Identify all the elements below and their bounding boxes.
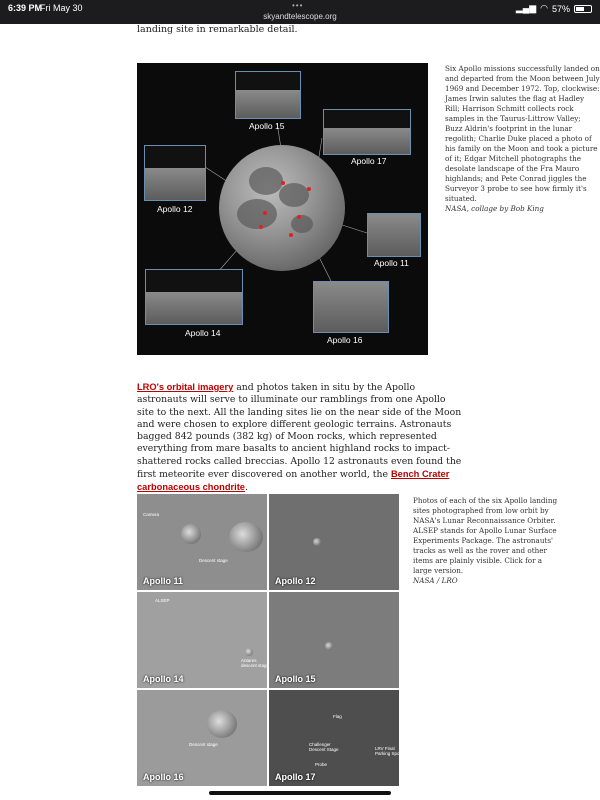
apollo-12-photo [144, 145, 206, 201]
lro-caption [413, 496, 563, 586]
lro-label-apollo-11: Apollo 11 [143, 576, 184, 586]
tag-challenger: Challenger Descent Stage [309, 742, 339, 752]
lro-label-apollo-14: Apollo 14 [143, 674, 184, 684]
lro-cell-apollo-11 [137, 494, 267, 590]
moon-image [219, 145, 345, 271]
status-bar [0, 0, 600, 24]
battery-fill [576, 7, 584, 11]
status-indicators [516, 3, 592, 14]
tag-a16-descent: Descent stage [189, 742, 218, 747]
collage-label-apollo-16: Apollo 16 [327, 335, 363, 345]
lro-label-apollo-15: Apollo 15 [275, 674, 316, 684]
apollo-16-photo [313, 281, 389, 333]
apollo-15-photo [235, 71, 301, 119]
lro-landing-sites-image[interactable] [137, 494, 399, 785]
lro-cell-apollo-15 [269, 592, 399, 688]
lro-label-apollo-12: Apollo 12 [275, 576, 316, 586]
lro-cell-apollo-12 [269, 494, 399, 590]
tag-flag: Flag [333, 714, 342, 719]
signal-icon: ▂▄▆ [515, 3, 537, 13]
lro-caption-text: Photos of each of the six Apollo landing sites photographed from low orbit by NASA's Lunar Reconnaissance Orbiter. ALSEP stands for Apollo Lunar Surface Experiments Package. The astronauts' tracks as well as the rover and other items are plainly visible. Click for a large version. [413, 496, 558, 575]
paragraph-text-1: and photos taken in situ by the Apollo astronauts will serve to illuminate our ramblings from one Apollo site to the next. All the landing sites lie on the near side of the Moon and were chosen to explore different geologic terrains. Astronauts bagged 842 pounds (382 kg) of Moon rocks, which represented everything from mare basalts to ancient highland rocks to impact-shattered rocks called breccias. Apollo 12 astronauts even found the first meteorite ever discovered on another world, the [137, 382, 462, 481]
paragraph-text-2: . [244, 482, 248, 494]
collage-label-apollo-15: Apollo 15 [249, 121, 285, 131]
tag-alsep: ALSEP [155, 598, 170, 603]
collage-label-apollo-12: Apollo 12 [157, 204, 193, 214]
apollo-14-photo [145, 269, 243, 325]
apollo-11-photo [367, 213, 421, 257]
status-time: 6:39 PM [8, 3, 43, 13]
wifi-icon: ◠ [540, 3, 548, 13]
collage-caption-text: Six Apollo missions successfully landed on and departed from the Moon between July 1969 and December 1972. Top, clockwise: James Irwin salutes the flag at Hadley Rill; Harrison Schmitt collects rock samples in the Taurus-Littrow Valley; Buzz Aldrin's footprint in the lunar regolith; Charlie Duke placed a photo of his family on the Moon and took a picture of it; Edgar Mitchell photographs the desolate landscape of the Fra Mauro highlands; and Pete Conrad jiggles the Surveyor 3 probe to see how firmly it's situated. [445, 64, 600, 203]
lro-cell-apollo-17 [269, 690, 399, 786]
lro-orbital-imagery-link[interactable]: LRO's orbital imagery [137, 382, 234, 392]
article-paragraph [137, 381, 462, 495]
collage-label-apollo-11: Apollo 11 [374, 258, 409, 268]
collage-caption-credit: NASA, collage by Bob King [445, 204, 544, 213]
apollo-collage-image[interactable] [137, 63, 428, 355]
collage-label-apollo-17: Apollo 17 [351, 156, 387, 166]
apollo-17-photo [323, 109, 411, 155]
multitasking-dots-icon[interactable]: ••• [292, 1, 304, 10]
lro-cell-apollo-16 [137, 690, 267, 786]
tag-antares: Antares descent stage [241, 658, 270, 668]
collage-label-apollo-14: Apollo 14 [185, 328, 221, 338]
lro-cell-apollo-14 [137, 592, 270, 688]
lro-label-apollo-17: Apollo 17 [275, 772, 316, 782]
tag-camera: Camera [143, 512, 160, 517]
collage-caption [445, 64, 600, 213]
battery-icon [574, 5, 592, 13]
lro-caption-credit: NASA / LRO [413, 576, 458, 585]
lead-text: landing site in remarkable detail. [137, 24, 298, 35]
tag-probe: Probe [315, 762, 328, 767]
tag-lrv: LRV Final Parking Spot [375, 746, 401, 756]
status-date: Fri May 30 [40, 3, 83, 13]
lro-label-apollo-16: Apollo 16 [143, 772, 184, 782]
battery-percent: 57% [551, 3, 570, 14]
tag-a11-descent: Descent stage [199, 558, 228, 563]
home-indicator[interactable] [209, 791, 391, 795]
bench-crater-link[interactable]: Bench Crater carbonaceous chondrite [137, 469, 450, 493]
address-bar-url[interactable]: skyandtelescope.org [263, 12, 337, 21]
